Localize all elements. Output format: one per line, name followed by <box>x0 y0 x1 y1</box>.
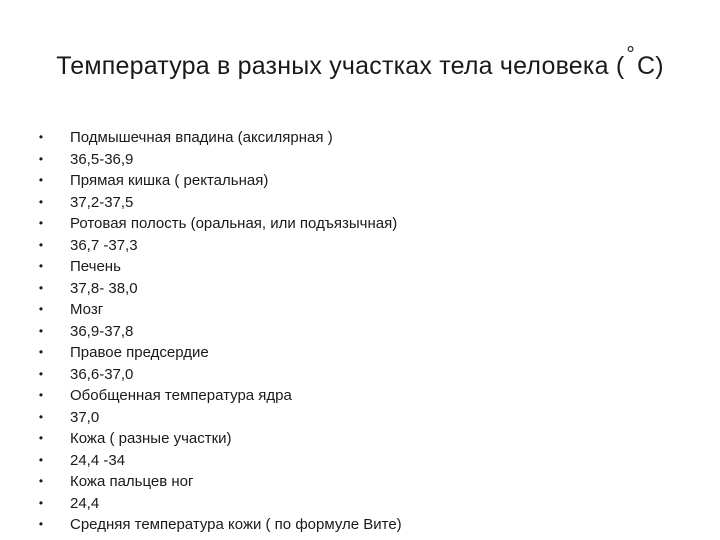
list-item-text: Средняя температура кожи ( по формуле Вите) <box>70 516 402 533</box>
list-item <box>0 213 720 235</box>
list-item-text: 24,4 <box>70 494 100 512</box>
list-item-text: 36,9-37,8 <box>70 322 134 340</box>
bullet-dot-icon: • <box>38 517 44 531</box>
list-item-text: 24,4 -34 <box>70 451 126 469</box>
list-item <box>0 235 720 257</box>
list-item <box>0 321 720 343</box>
list-item-text: 36,6-37,0 <box>70 365 134 383</box>
list-item <box>0 514 720 536</box>
list-item <box>0 192 720 214</box>
bullet-dot-icon: • <box>38 151 44 166</box>
bullet-dot-icon: • <box>38 474 44 488</box>
list-item <box>0 342 720 364</box>
bullet-dot-icon: • <box>38 345 44 359</box>
bullet-dot-icon: • <box>38 302 44 316</box>
list-item <box>0 256 720 278</box>
bullet-dot-icon: • <box>38 431 44 445</box>
bullet-dot-icon: • <box>38 409 44 424</box>
list-item <box>0 170 720 192</box>
slide-title <box>0 43 720 81</box>
bullet-dot-icon: • <box>38 495 44 510</box>
list-item-text: 36,7 -37,3 <box>70 236 138 254</box>
bullet-dot-icon: • <box>38 259 44 273</box>
bullet-dot-icon: • <box>38 237 44 252</box>
list-item-text: 36,5-36,9 <box>70 150 134 168</box>
list-item-text: Ротовая полость (оральная, или подъязычная) <box>70 215 398 232</box>
list-item <box>0 127 720 149</box>
list-item-text: Кожа ( разные участки) <box>70 430 232 447</box>
list-item <box>0 493 720 515</box>
list-item <box>0 299 720 321</box>
bullet-dot-icon: • <box>38 366 44 381</box>
list-item <box>0 471 720 493</box>
list-item-text: Кожа пальцев ног <box>70 473 194 490</box>
list-item-text: 37,0 <box>70 408 100 426</box>
bullet-dot-icon: • <box>38 452 44 467</box>
list-item <box>0 149 720 171</box>
list-item-text: Подмышечная впадина (аксилярная ) <box>70 129 333 146</box>
bullet-dot-icon: • <box>38 216 44 230</box>
list-item-text: Обобщенная температура ядра <box>70 387 292 404</box>
bullet-dot-icon: • <box>38 388 44 402</box>
list-item <box>0 385 720 407</box>
list-item <box>0 407 720 429</box>
bullet-dot-icon: • <box>38 194 44 209</box>
list-item-text: Печень <box>70 258 121 275</box>
bullet-list <box>0 127 720 536</box>
list-item-text: Правое предсердие <box>70 344 209 361</box>
list-item-text: 37,8- 38,0 <box>70 279 138 297</box>
list-item-text: Прямая кишка ( ректальная) <box>70 172 269 189</box>
bullet-dot-icon: • <box>38 173 44 187</box>
list-item <box>0 364 720 386</box>
title-text: Температура в разных участках тела человека ( <box>56 52 625 80</box>
bullet-dot-icon: • <box>38 323 44 338</box>
list-item <box>0 450 720 472</box>
list-item-text: Мозг <box>70 301 104 318</box>
degree-symbol: ° <box>626 43 635 66</box>
bullet-dot-icon: • <box>38 130 44 144</box>
title-unit: С) <box>636 52 664 80</box>
bullet-dot-icon: • <box>38 280 44 295</box>
list-item <box>0 278 720 300</box>
list-item-text: 37,2-37,5 <box>70 193 134 211</box>
list-item <box>0 428 720 450</box>
